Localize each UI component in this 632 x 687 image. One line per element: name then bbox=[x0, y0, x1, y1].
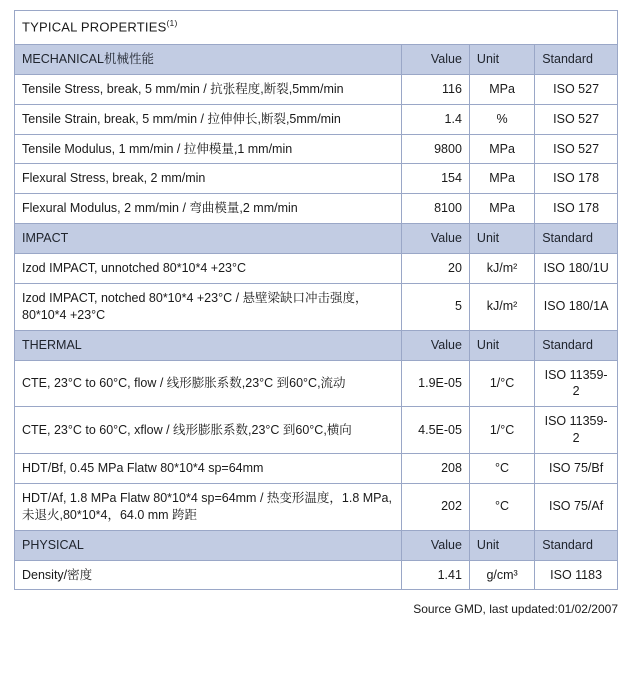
property-name: Tensile Stress, break, 5 mm/min / 抗张程度,断裂,5mm/min bbox=[15, 74, 402, 104]
table-row bbox=[15, 164, 618, 194]
property-standard: ISO 75/Bf bbox=[535, 454, 618, 484]
table-row bbox=[15, 560, 618, 590]
property-unit: MPa bbox=[469, 74, 534, 104]
table-row bbox=[15, 360, 618, 407]
property-value: 1.4 bbox=[402, 104, 469, 134]
property-unit: kJ/m² bbox=[469, 254, 534, 284]
property-name: CTE, 23°C to 60°C, flow / 线形膨胀系数,23°C 到60°C,流动 bbox=[15, 360, 402, 407]
property-value: 202 bbox=[402, 483, 469, 530]
column-header-unit: Unit bbox=[469, 44, 534, 74]
property-name: HDT/Af, 1.8 MPa Flatw 80*10*4 sp=64mm / 热变形温度，1.8 MPa,未退火,80*10*4，64.0 mm 跨距 bbox=[15, 483, 402, 530]
property-unit: g/cm³ bbox=[469, 560, 534, 590]
column-header-standard: Standard bbox=[535, 224, 618, 254]
property-standard: ISO 178 bbox=[535, 164, 618, 194]
table-title-row bbox=[15, 11, 618, 45]
column-header-unit: Unit bbox=[469, 330, 534, 360]
property-unit: MPa bbox=[469, 194, 534, 224]
column-header-standard: Standard bbox=[535, 330, 618, 360]
property-value: 9800 bbox=[402, 134, 469, 164]
table-row bbox=[15, 483, 618, 530]
column-header-value: Value bbox=[402, 530, 469, 560]
property-standard: ISO 178 bbox=[535, 194, 618, 224]
property-value: 116 bbox=[402, 74, 469, 104]
section-header-row bbox=[15, 44, 618, 74]
typical-properties-table bbox=[14, 10, 618, 590]
section-header-row bbox=[15, 224, 618, 254]
property-unit: °C bbox=[469, 454, 534, 484]
table-row bbox=[15, 134, 618, 164]
page-title-superscript: (1) bbox=[166, 18, 178, 28]
property-standard: ISO 11359-2 bbox=[535, 407, 618, 454]
property-name: Flexural Modulus, 2 mm/min / 弯曲模量,2 mm/min bbox=[15, 194, 402, 224]
table-row bbox=[15, 104, 618, 134]
table-row bbox=[15, 407, 618, 454]
property-value: 8100 bbox=[402, 194, 469, 224]
table-row bbox=[15, 254, 618, 284]
property-name: Izod IMPACT, notched 80*10*4 +23°C / 悬壁梁缺口冲击强度，80*10*4 +23°C bbox=[15, 283, 402, 330]
section-header-row bbox=[15, 330, 618, 360]
property-unit: % bbox=[469, 104, 534, 134]
property-standard: ISO 527 bbox=[535, 134, 618, 164]
section-header-row bbox=[15, 530, 618, 560]
property-name: Tensile Modulus, 1 mm/min / 拉伸模量,1 mm/min bbox=[15, 134, 402, 164]
property-value: 20 bbox=[402, 254, 469, 284]
property-name: HDT/Bf, 0.45 MPa Flatw 80*10*4 sp=64mm bbox=[15, 454, 402, 484]
property-unit: MPa bbox=[469, 134, 534, 164]
table-row bbox=[15, 74, 618, 104]
property-standard: ISO 11359-2 bbox=[535, 360, 618, 407]
property-value: 208 bbox=[402, 454, 469, 484]
property-standard: ISO 180/1U bbox=[535, 254, 618, 284]
property-standard: ISO 527 bbox=[535, 74, 618, 104]
page-title-text: TYPICAL PROPERTIES bbox=[22, 19, 167, 35]
column-header-unit: Unit bbox=[469, 530, 534, 560]
table-row bbox=[15, 194, 618, 224]
property-standard: ISO 180/1A bbox=[535, 283, 618, 330]
section-title: IMPACT bbox=[15, 224, 402, 254]
property-standard: ISO 75/Af bbox=[535, 483, 618, 530]
column-header-value: Value bbox=[402, 44, 469, 74]
property-standard: ISO 1183 bbox=[535, 560, 618, 590]
page-title bbox=[15, 11, 618, 45]
column-header-value: Value bbox=[402, 330, 469, 360]
property-standard: ISO 527 bbox=[535, 104, 618, 134]
property-value: 154 bbox=[402, 164, 469, 194]
property-name: Izod IMPACT, unnotched 80*10*4 +23°C bbox=[15, 254, 402, 284]
property-value: 5 bbox=[402, 283, 469, 330]
table-row bbox=[15, 454, 618, 484]
section-title: PHYSICAL bbox=[15, 530, 402, 560]
property-unit: °C bbox=[469, 483, 534, 530]
property-unit: 1/°C bbox=[469, 407, 534, 454]
section-title: THERMAL bbox=[15, 330, 402, 360]
column-header-unit: Unit bbox=[469, 224, 534, 254]
column-header-standard: Standard bbox=[535, 530, 618, 560]
property-value: 1.41 bbox=[402, 560, 469, 590]
table-row bbox=[15, 283, 618, 330]
source-footer: Source GMD, last updated:01/02/2007 bbox=[413, 602, 618, 617]
column-header-value: Value bbox=[402, 224, 469, 254]
property-name: Density/密度 bbox=[15, 560, 402, 590]
property-value: 4.5E-05 bbox=[402, 407, 469, 454]
property-name: Tensile Strain, break, 5 mm/min / 拉伸伸长,断裂,5mm/min bbox=[15, 104, 402, 134]
property-name: Flexural Stress, break, 2 mm/min bbox=[15, 164, 402, 194]
property-value: 1.9E-05 bbox=[402, 360, 469, 407]
section-title: MECHANICAL机械性能 bbox=[15, 44, 402, 74]
property-unit: 1/°C bbox=[469, 360, 534, 407]
property-unit: kJ/m² bbox=[469, 283, 534, 330]
column-header-standard: Standard bbox=[535, 44, 618, 74]
property-unit: MPa bbox=[469, 164, 534, 194]
property-name: CTE, 23°C to 60°C, xflow / 线形膨胀系数,23°C 到60°C,横向 bbox=[15, 407, 402, 454]
